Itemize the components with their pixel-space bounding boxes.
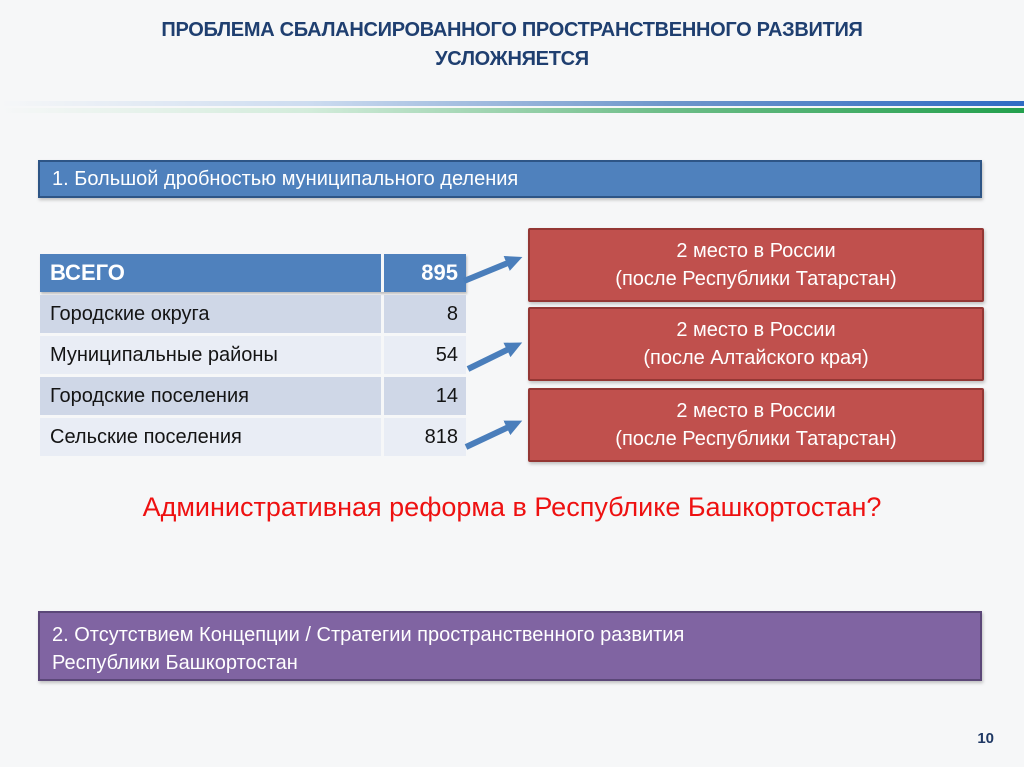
table-row-value: 818: [384, 418, 466, 456]
table-row-label: Городские поселения: [40, 377, 381, 415]
callout-line1: 2 место в России: [676, 318, 836, 341]
table-row-label: Сельские поселения: [40, 418, 381, 456]
section1-label: 1. Большой дробностью муниципального деления: [52, 167, 519, 190]
section1-banner: [38, 160, 982, 198]
callout-line2: (после Алтайского края): [643, 347, 869, 369]
section2-line2: Республики Башкортостан: [52, 652, 298, 674]
callout-line1: 2 место в России: [676, 239, 836, 262]
table-row: [40, 336, 466, 374]
table-row: [40, 295, 466, 333]
table-row: [40, 418, 466, 456]
slide-title: [0, 16, 1024, 74]
divider-gradient-green: [0, 108, 1024, 113]
table-row-value: 14: [384, 377, 466, 415]
slide-title-line1: ПРОБЛЕМА СБАЛАНСИРОВАННОГО ПРОСТРАНСТВЕННОГО РАЗВИТИЯ: [161, 19, 863, 41]
arrow-total-icon: [464, 260, 515, 281]
table-row-label: Муниципальные районы: [40, 336, 381, 374]
section2-banner: [38, 611, 982, 681]
table-header-label: ВСЕГО: [40, 254, 381, 292]
table-row-label: Городские округа: [40, 295, 381, 333]
table-header-row: [40, 254, 466, 292]
table-row: [40, 377, 466, 415]
callout-line2: (после Республики Татарстан): [615, 268, 897, 290]
callout-total-rank: [528, 228, 984, 302]
arrow-rayony-icon: [468, 346, 515, 369]
callout-selskie-rank: [528, 388, 984, 462]
slide-title-line2: УСЛОЖНЯЕТСЯ: [435, 48, 589, 70]
callout-line1: 2 место в России: [676, 399, 836, 422]
table-row-value: 8: [384, 295, 466, 333]
callout-line2: (после Республики Татарстан): [615, 428, 897, 450]
divider-gradient-blue: [0, 101, 1024, 106]
arrow-selskie-icon: [466, 424, 515, 447]
table-row-value: 54: [384, 336, 466, 374]
admin-reform-question: Административная реформа в Республике Башкортостан?: [142, 492, 882, 522]
section2-line1: 2. Отсутствием Концепции / Стратегии пространственного развития: [52, 624, 685, 646]
table-header-value: 895: [384, 254, 466, 292]
callout-rayony-rank: [528, 307, 984, 381]
municipal-units-table: [40, 254, 466, 459]
page-number: 10: [977, 730, 994, 747]
